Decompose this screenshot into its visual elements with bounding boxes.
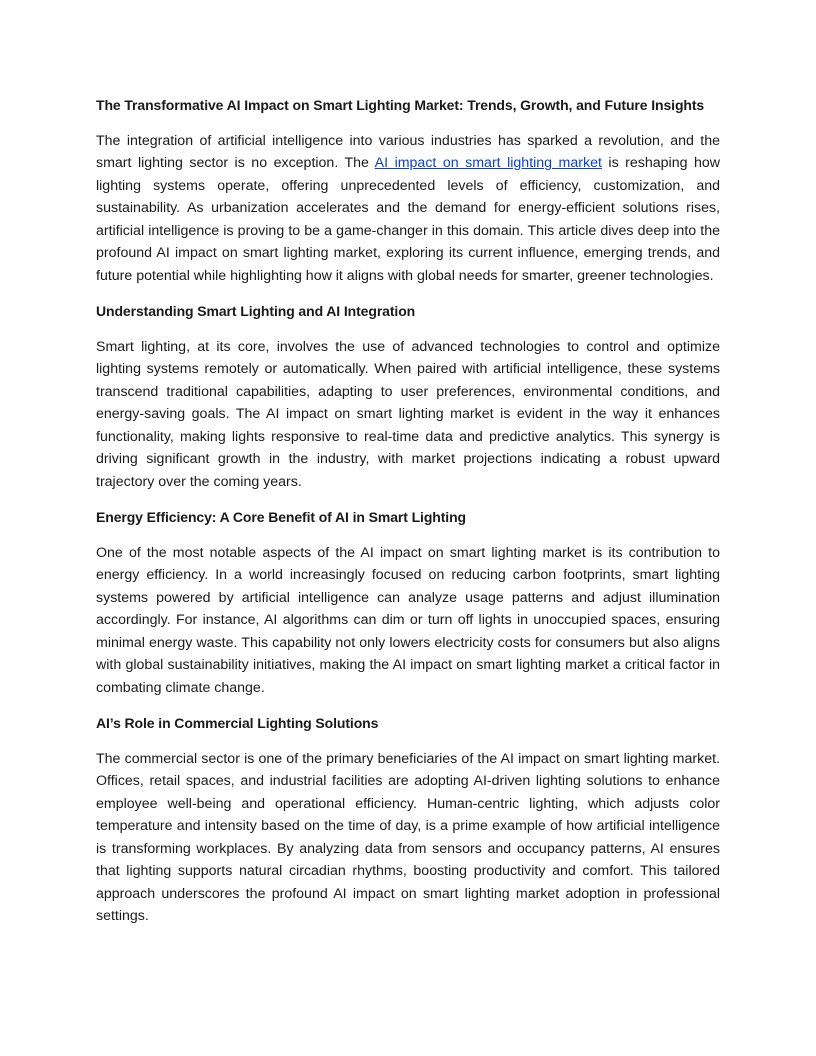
document-title: The Transformative AI Impact on Smart Lighting Market: Trends, Growth, and Future Insights bbox=[96, 97, 705, 113]
intro-text-after-link: is reshaping how lighting systems operate, offering unprecedented levels of efficiency, customization, and sustainability. As urbanization accelerates and the demand for energy-efficient solutions rises, artificial intelligence is proving to be a game-changer in this domain. This article dives deep into the profound AI impact on smart lighting market, exploring its current influence, emerging trends, and future potential while highlighting how it aligns with global needs for smarter, greener technologies. bbox=[96, 155, 721, 284]
section-heading-energy-efficiency: Energy Efficiency: A Core Benefit of AI in Smart Lighting bbox=[96, 509, 467, 525]
section-body-understanding: Smart lighting, at its core, involves the use of advanced technologies to control and optimize lighting systems remotely or automatically. When paired with artificial intelligence, these systems transcend traditional capabilities, adapting to user preferences, environmental conditions, and energy-saving goals. The AI impact on smart lighting market is evident in the way it enhances functionality, making lights responsive to real-time data and predictive analytics. This synergy is driving significant growth in the industry, with market projections indicating a robust upward trajectory over the coming years. bbox=[96, 338, 720, 490]
section-heading-understanding: Understanding Smart Lighting and AI Integration bbox=[96, 303, 416, 319]
document-page bbox=[96, 94, 720, 941]
section-body-commercial: The commercial sector is one of the primary beneficiaries of the AI impact on smart lighting market. Offices, retail spaces, and industrial facilities are adopting AI-driven lighting solutions to enhance employee well-being and operational efficiency. Human-centric lighting, which adjusts color temperature and intensity based on the time of day, is a prime example of how artificial intelligence is transforming workplaces. By analyzing data from sensors and occupancy patterns, AI ensures that lighting supports natural circadian rhythms, boosting productivity and comfort. This tailored approach underscores the profound AI impact on smart lighting market adoption in professional settings. bbox=[96, 750, 720, 924]
section-body-energy-efficiency: One of the most notable aspects of the AI impact on smart lighting market is its contribution to energy efficiency. In a world increasingly focused on reducing carbon footprints, smart lighting systems powered by artificial intelligence can analyze usage patterns and adjust illumination accordingly. For instance, AI algorithms can dim or turn off lights in unoccupied spaces, ensuring minimal energy waste. This capability not only lowers electricity costs for consumers but also aligns with global sustainability initiatives, making the AI impact on smart lighting market a critical factor in combating climate change. bbox=[96, 544, 720, 696]
intro-text-before-link: The integration of artificial intelligence into various industries has sparked a revolution, and the smart lighting sector is no exception. The bbox=[96, 132, 720, 171]
intro-paragraph bbox=[96, 130, 720, 288]
ai-impact-link[interactable]: AI impact on smart lighting market bbox=[374, 155, 602, 171]
section-heading-commercial: AI’s Role in Commercial Lighting Solutions bbox=[96, 715, 379, 731]
